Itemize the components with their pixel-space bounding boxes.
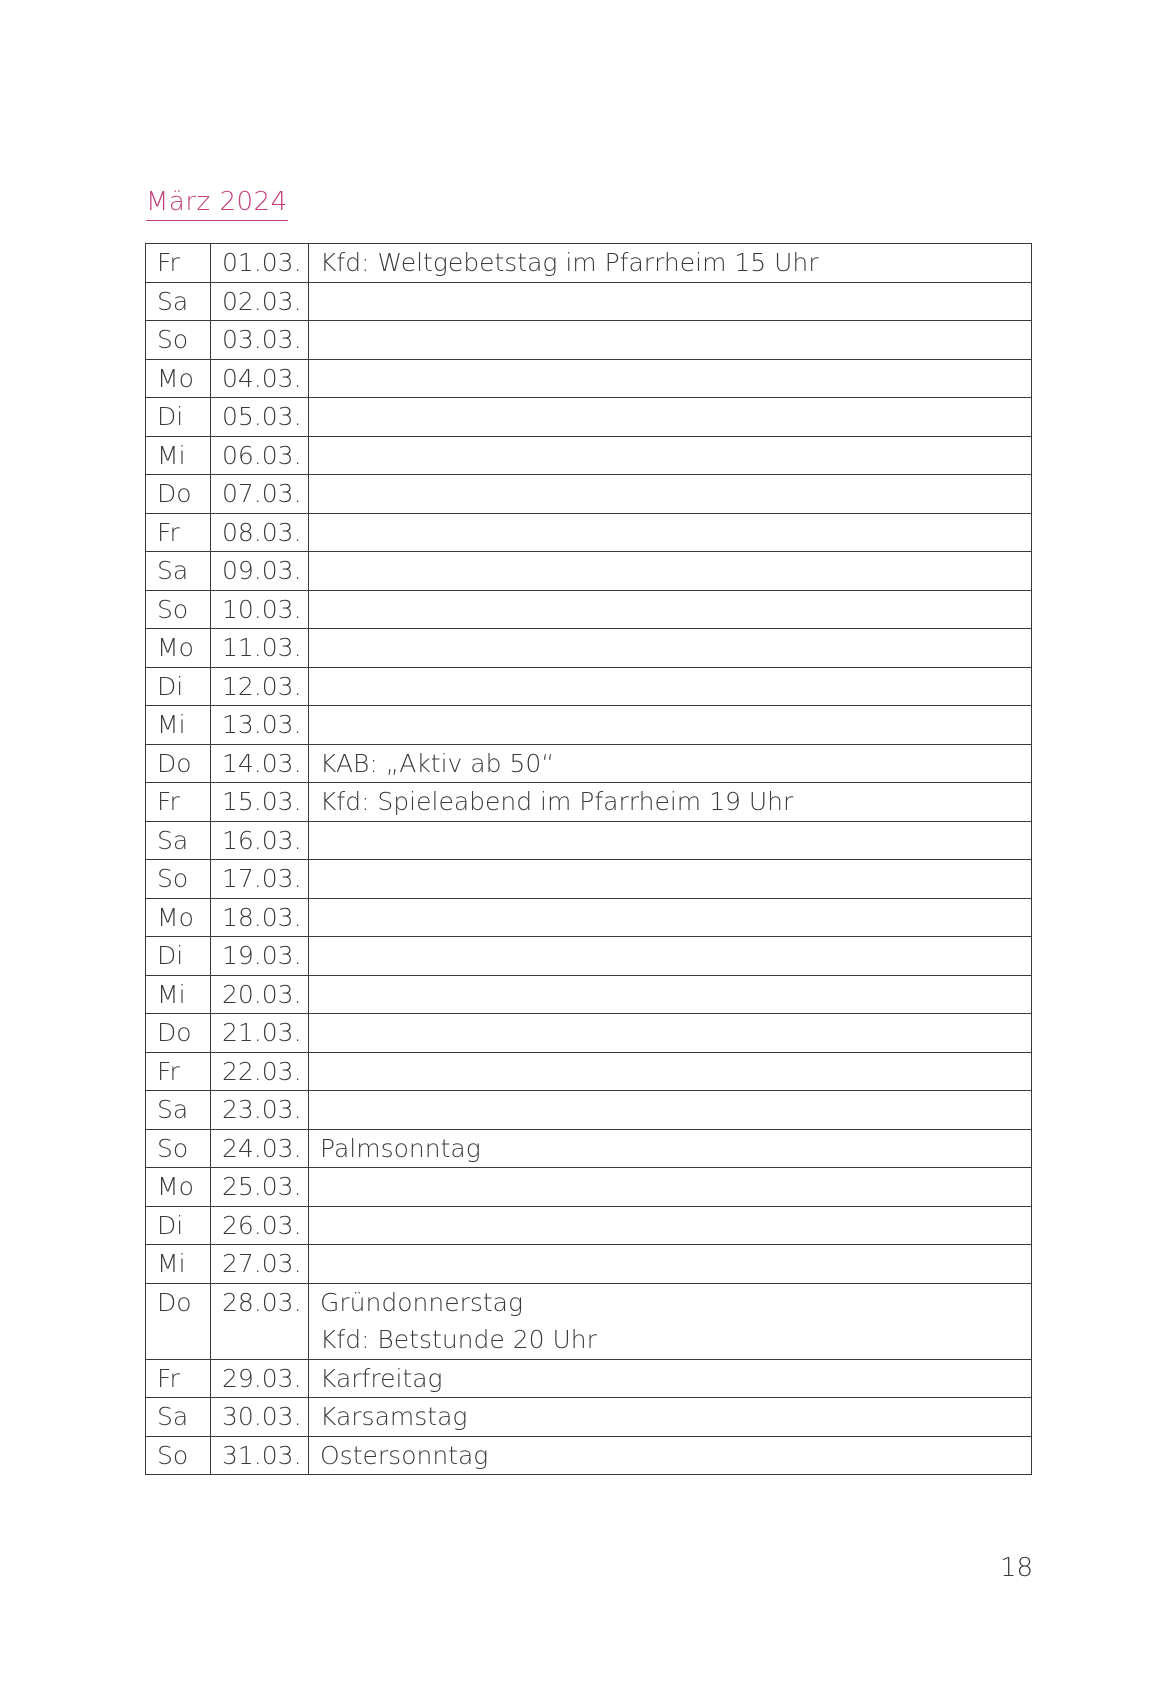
event-cell: [309, 282, 1032, 321]
calendar-row: [146, 244, 1032, 283]
calendar-table: [145, 243, 1032, 1475]
date-cell: 31.03.: [211, 1436, 309, 1475]
event-cell: [309, 244, 1032, 283]
weekday-cell: Mi: [146, 706, 211, 745]
calendar-row: [146, 706, 1032, 745]
event-cell: [309, 1014, 1032, 1053]
weekday-cell: Di: [146, 1206, 211, 1245]
date-cell: 25.03.: [211, 1168, 309, 1207]
weekday-cell: So: [146, 590, 211, 629]
event-cell: [309, 1168, 1032, 1207]
weekday-cell: Mi: [146, 975, 211, 1014]
calendar-row: [146, 1245, 1032, 1284]
weekday-cell: Fr: [146, 1052, 211, 1091]
event-text: KAB: „Aktiv ab 50“: [320, 748, 555, 778]
event-cell: [309, 552, 1032, 591]
date-cell: 05.03.: [211, 398, 309, 437]
calendar-row: [146, 1283, 1032, 1359]
event-text: Karsamstag: [320, 1402, 468, 1431]
date-cell: 26.03.: [211, 1206, 309, 1245]
event-cell: [309, 1129, 1032, 1168]
date-cell: 09.03.: [211, 552, 309, 591]
calendar-row: [146, 436, 1032, 475]
date-cell: 14.03.: [211, 744, 309, 783]
calendar-row: [146, 821, 1032, 860]
event-text: Kfd: Spieleabend im Pfarrheim 19 Uhr: [320, 787, 794, 816]
page-number: 18: [1000, 1553, 1034, 1583]
calendar-row: [146, 744, 1032, 783]
calendar-row: [146, 321, 1032, 360]
event-text: Palmsonntag: [320, 1133, 481, 1163]
weekday-cell: Do: [146, 744, 211, 783]
event-cell: [309, 744, 1032, 783]
date-cell: 20.03.: [211, 975, 309, 1014]
weekday-cell: Mo: [146, 359, 211, 398]
date-cell: 08.03.: [211, 513, 309, 552]
date-cell: 07.03.: [211, 475, 309, 514]
calendar-row: [146, 629, 1032, 668]
calendar-row: [146, 359, 1032, 398]
event-cell: [309, 1206, 1032, 1245]
event-cell: [309, 1359, 1032, 1398]
date-cell: 19.03.: [211, 937, 309, 976]
event-cell: [309, 860, 1032, 899]
weekday-cell: Sa: [146, 1091, 211, 1130]
date-cell: 21.03.: [211, 1014, 309, 1053]
calendar-row: [146, 282, 1032, 321]
weekday-cell: Do: [146, 475, 211, 514]
date-cell: 11.03.: [211, 629, 309, 668]
weekday-cell: Di: [146, 667, 211, 706]
calendar-row: [146, 590, 1032, 629]
event-cell: [309, 1091, 1032, 1130]
weekday-cell: Do: [146, 1283, 211, 1359]
event-cell: [309, 398, 1032, 437]
calendar-row: [146, 1359, 1032, 1398]
calendar-body: [146, 244, 1032, 1475]
date-cell: 22.03.: [211, 1052, 309, 1091]
calendar-row: [146, 1398, 1032, 1437]
date-cell: 29.03.: [211, 1359, 309, 1398]
calendar-row: [146, 1168, 1032, 1207]
event-cell: [309, 1245, 1032, 1284]
calendar-row: [146, 898, 1032, 937]
month-title: März 2024: [146, 188, 288, 221]
weekday-cell: Di: [146, 398, 211, 437]
weekday-cell: Sa: [146, 821, 211, 860]
event-cell: [309, 590, 1032, 629]
weekday-cell: Fr: [146, 244, 211, 283]
calendar-row: [146, 1129, 1032, 1168]
date-cell: 30.03.: [211, 1398, 309, 1437]
weekday-cell: Mi: [146, 436, 211, 475]
calendar-row: [146, 475, 1032, 514]
date-cell: 02.03.: [211, 282, 309, 321]
event-cell: [309, 706, 1032, 745]
event-cell: [309, 321, 1032, 360]
event-cell: [309, 629, 1032, 668]
weekday-cell: Mo: [146, 898, 211, 937]
date-cell: 12.03.: [211, 667, 309, 706]
event-cell: [309, 821, 1032, 860]
date-cell: 15.03.: [211, 783, 309, 822]
event-text: Kfd: Weltgebetstag im Pfarrheim 15 Uhr: [320, 248, 819, 277]
date-cell: 17.03.: [211, 860, 309, 899]
date-cell: 13.03.: [211, 706, 309, 745]
calendar-row: [146, 398, 1032, 437]
calendar-row: [146, 1206, 1032, 1245]
weekday-cell: So: [146, 1129, 211, 1168]
calendar-row: [146, 937, 1032, 976]
event-cell: [309, 359, 1032, 398]
calendar-row: [146, 975, 1032, 1014]
weekday-cell: Fr: [146, 1359, 211, 1398]
event-cell: [309, 1052, 1032, 1091]
weekday-cell: Sa: [146, 282, 211, 321]
weekday-cell: So: [146, 860, 211, 899]
calendar-row: [146, 1091, 1032, 1130]
event-cell: [309, 475, 1032, 514]
event-cell: [309, 975, 1032, 1014]
calendar-row: [146, 783, 1032, 822]
event-cell: [309, 898, 1032, 937]
calendar-row: [146, 860, 1032, 899]
date-cell: 03.03.: [211, 321, 309, 360]
weekday-cell: Fr: [146, 783, 211, 822]
event-text: Karfreitag: [320, 1363, 443, 1393]
event-text: Gründonnerstag: [320, 1287, 524, 1317]
calendar-row: [146, 1436, 1032, 1475]
event-cell: [309, 1398, 1032, 1437]
weekday-cell: Mo: [146, 629, 211, 668]
weekday-cell: Do: [146, 1014, 211, 1053]
event-cell: [309, 513, 1032, 552]
event-cell: [309, 436, 1032, 475]
date-cell: 24.03.: [211, 1129, 309, 1168]
weekday-cell: Di: [146, 937, 211, 976]
date-cell: 27.03.: [211, 1245, 309, 1284]
date-cell: 18.03.: [211, 898, 309, 937]
calendar-row: [146, 667, 1032, 706]
calendar-row: [146, 552, 1032, 591]
calendar-row: [146, 513, 1032, 552]
weekday-cell: So: [146, 321, 211, 360]
calendar-row: [146, 1014, 1032, 1053]
date-cell: 16.03.: [211, 821, 309, 860]
date-cell: 06.03.: [211, 436, 309, 475]
weekday-cell: Sa: [146, 1398, 211, 1437]
date-cell: 04.03.: [211, 359, 309, 398]
calendar-row: [146, 1052, 1032, 1091]
event-cell: [309, 937, 1032, 976]
event-cell: [309, 1283, 1032, 1359]
date-cell: 10.03.: [211, 590, 309, 629]
event-cell: [309, 783, 1032, 822]
weekday-cell: So: [146, 1436, 211, 1475]
event-cell: [309, 667, 1032, 706]
date-cell: 28.03.: [211, 1283, 309, 1359]
weekday-cell: Sa: [146, 552, 211, 591]
date-cell: 01.03.: [211, 244, 309, 283]
date-cell: 23.03.: [211, 1091, 309, 1130]
weekday-cell: Mo: [146, 1168, 211, 1207]
event-text: Kfd: Betstunde 20 Uhr: [320, 1325, 597, 1354]
weekday-cell: Fr: [146, 513, 211, 552]
event-cell: [309, 1436, 1032, 1475]
event-text: Ostersonntag: [320, 1440, 489, 1470]
weekday-cell: Mi: [146, 1245, 211, 1284]
